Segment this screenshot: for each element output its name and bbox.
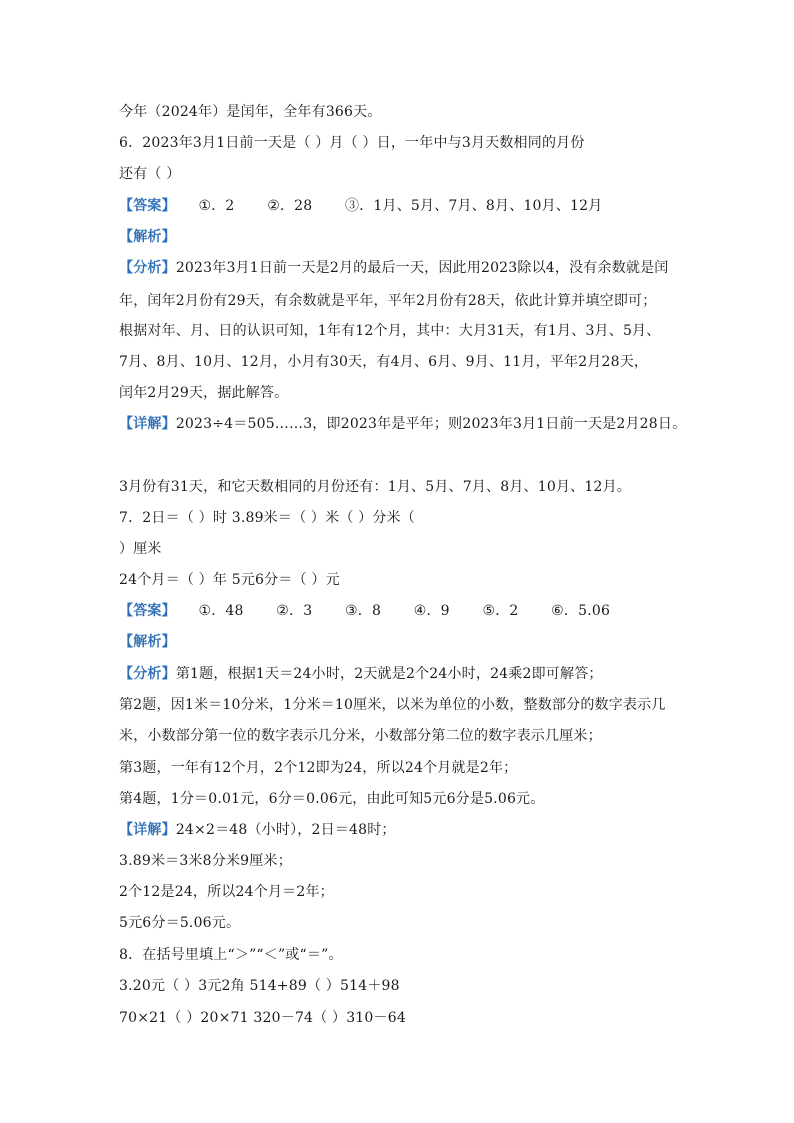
- fenxi-tag: 【分析】: [119, 666, 176, 682]
- intro-line: 今年（2024年）是闰年，全年有366天。: [119, 104, 382, 120]
- q6-detail-line-2: 3月份有31天，和它天数相同的月份还有：1月、5月、7月、8月、10月、12月。: [119, 479, 631, 495]
- fenxi-text: 2023年3月1日前一天是2月的最后一天，因此用2023除以4，没有余数就是闰: [175, 260, 669, 276]
- answer-item: ①．48: [198, 603, 244, 619]
- q7-question-line-2: ）厘米: [119, 541, 162, 557]
- q7-fenxi-line-2: 第2题，因1米＝10分米，1分米＝10厘米，以米为单位的小数，整数部分的数字表示几: [119, 697, 666, 713]
- q6-analysis-tag: 【解析】: [119, 229, 176, 245]
- answer-item: ②．28: [267, 198, 313, 214]
- answer-tag: 【答案】: [119, 198, 176, 214]
- q8-question-line-1: 8．在括号里填上“＞”“＜”或“＝”。: [119, 947, 343, 963]
- q7-detail-line-1: [119, 821, 396, 839]
- q6-fenxi-line-3: 根据对年、月、日的认识可知，1年有12个月，其中：大月31天，有1月、3月、5月、: [119, 323, 661, 339]
- answer-tag: 【答案】: [119, 603, 176, 619]
- q7-detail-line-3: 2个12是24，所以24个月＝2年；: [119, 884, 334, 900]
- q7-detail-line-4: 5元6分＝5.06元。: [119, 915, 241, 931]
- q6-fenxi-line-5: 闰年2月29天，据此解答。: [119, 385, 289, 401]
- q7-analysis-tag: 【解析】: [119, 634, 176, 650]
- q6-question-line-1: 6．2023年3月1日前一天是（ ）月（ ）日，一年中与3月天数相同的月份: [119, 135, 585, 151]
- answer-item: ⑥．5.06: [551, 603, 611, 619]
- q7-question-line-3: 24个月＝（ ）年 5元6分＝（ ）元: [119, 572, 340, 588]
- q7-fenxi-line-4: 第3题，一年有12个月，2个12即为24，所以24个月就是2年；: [119, 760, 518, 776]
- q6-fenxi-line-2: 年，闰年2月份有29天，有余数就是平年，平年2月份有28天，依此计算并填空即可；: [119, 293, 657, 309]
- fenxi-tag: 【分析】: [119, 260, 176, 276]
- q7-fenxi-line-5: 第4题，1分＝0.01元，6分＝0.06元，由此可知5元6分是5.06元。: [119, 791, 545, 807]
- answer-item: ③．8: [345, 603, 382, 619]
- q6-answer-row: [119, 197, 602, 215]
- q6-question-line-2: 还有（ ）: [119, 166, 181, 182]
- answer-item: ①．2: [198, 198, 235, 214]
- answer-item: ③．1月、5月、7月、8月、10月、12月: [345, 198, 603, 214]
- q7-question-line-1: 7．2日＝（ ）时 3.89米＝（ ）米（ ）分米（: [119, 510, 415, 526]
- q7-fenxi-line-1: [119, 665, 603, 683]
- q8-question-line-2: 3.20元（ ）3元2角 514+89（ ）514＋98: [119, 978, 400, 994]
- answer-item: ④．9: [413, 603, 450, 619]
- q7-answer-row: [119, 602, 610, 620]
- q7-fenxi-line-3: 米，小数部分第一位的数字表示几分米，小数部分第二位的数字表示几厘米；: [119, 728, 602, 744]
- answer-item: ⑤．2: [482, 603, 519, 619]
- q6-fenxi-line-4: 7月、8月、10月、12月，小月有30天，有4月、6月、9月、11月，平年2月28天，: [119, 354, 649, 370]
- answer-item: ②．3: [276, 603, 313, 619]
- detail-tag: 【详解】: [119, 416, 176, 432]
- q7-detail-line-2: 3.89米＝3米8分米9厘米；: [119, 853, 292, 869]
- detail-text: 24×2＝48（小时），2日＝48时；: [175, 822, 396, 838]
- fenxi-text: 第1题，根据1天＝24小时，2天就是2个24小时，24乘2即可解答；: [175, 666, 603, 682]
- q8-question-line-3: 70×21（ ）20×71 320－74（ ）310－64: [119, 1010, 406, 1026]
- detail-text: 2023÷4＝505……3，即2023年是平年；则2023年3月1日前一天是2月28日。: [175, 416, 687, 432]
- q6-detail-line-1: [119, 415, 686, 433]
- q6-fenxi-line-1: [119, 259, 669, 277]
- detail-tag: 【详解】: [119, 822, 176, 838]
